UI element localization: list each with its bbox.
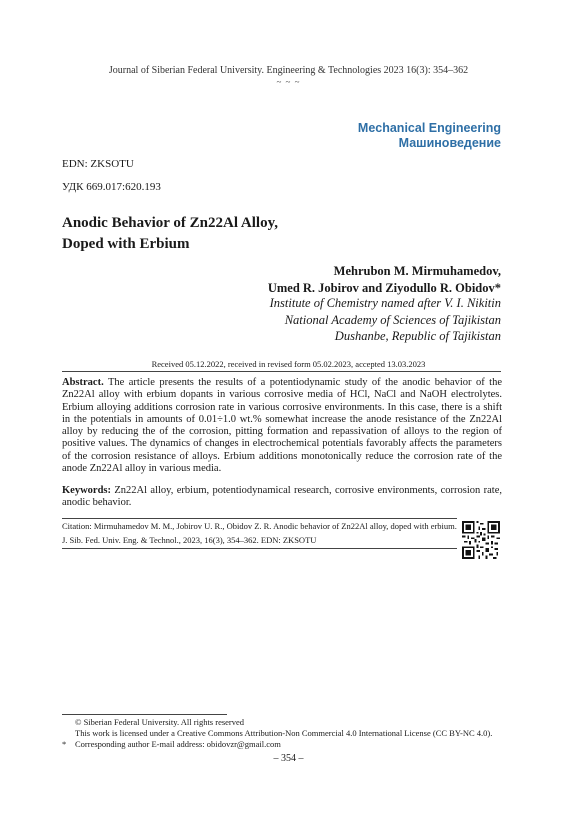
abstract-text: The article presents the results of a potentiodynamic study of the anodic behavior of the Zn22Al alloy with erbium dopants in various corrosive media of HCl, NaCl and NaOH electrolytes. Erbium alloying additions corrosion rate in various corrosive environments. In this case, there is a shift in the potentials in amounts of 0.01÷1.0 wt.% somewhat increase the anode resistance of the Zn22Al alloy by reducing the of the corrosion, pitting formation and repassivation of alloys to the region of positive values. The dynamics of changes in electrochemical potentials favorably affects the parameters of the corrosion resistance of alloys. Erbium additions monotonically reduce the corrosion rate of the anode Zn22Al alloy in various media.	[62, 377, 502, 475]
citation	[62, 520, 457, 547]
affiliation-line-2: National Academy of Sciences of Tajikistan	[284, 312, 501, 327]
udk-code: УДК 669.017:620.193	[62, 181, 161, 193]
article-title-line-2: Doped with Erbium	[62, 236, 190, 252]
keywords-label: Keywords:	[62, 485, 111, 496]
citation-line-1: Citation: Mirmuhamedov M. M., Jobirov U. R., Obidov Z. R. Anodic behavior of Zn22Al alloy, doped with erbium.	[62, 521, 457, 531]
abstract-label: Abstract.	[62, 377, 104, 388]
corresponding-author-note: Corresponding author E-mail address: obidovzr@gmail.com	[75, 739, 281, 749]
affiliation	[270, 295, 501, 345]
article-title-line-1: Anodic Behavior of Zn22Al Alloy,	[62, 215, 279, 231]
authors-line-2: Umed R. Jobirov and Ziyodullo R. Obidov*	[267, 280, 501, 295]
abstract	[62, 377, 502, 475]
section-title-ru: Машиноведение	[398, 136, 501, 150]
divider-citation-bottom	[62, 548, 457, 549]
header-ornament: ~ ~ ~	[276, 77, 301, 87]
article-title	[62, 213, 492, 255]
received-dates: Received 05.12.2022, received in revised form 05.02.2023, accepted 13.03.2023	[151, 359, 426, 369]
citation-line-2: J. Sib. Fed. Univ. Eng. & Technol., 2023, 16(3), 354–362. EDN: ZKSOTU	[62, 534, 317, 545]
keywords-text: Zn22Al alloy, erbium, potentiodynamical research, corrosive environments, corrosion rate, anodic behavior.	[62, 485, 503, 509]
edn-code: EDN: ZKSOTU	[62, 158, 134, 170]
journal-header: Journal of Siberian Federal University. Engineering & Technologies 2023 16(3): 354–362	[108, 65, 469, 76]
keywords	[62, 485, 502, 510]
license-note: This work is licensed under a Creative Commons Attribution-Non Commercial 4.0 International License (CC BY-NC 4.0).	[75, 728, 493, 738]
footnote-divider	[62, 714, 227, 715]
divider-citation-top	[62, 518, 457, 519]
divider-top	[62, 371, 501, 372]
footnote-asterisk: *	[62, 739, 67, 749]
authors-line-1: Mehrubon M. Mirmuhamedov,	[333, 264, 501, 278]
section-title-en: Mechanical Engineering	[357, 121, 501, 135]
page-number: – 354 –	[273, 753, 304, 764]
authors	[268, 263, 501, 296]
copyright-note: © Siberian Federal University. All rights reserved	[75, 717, 245, 727]
qr-code-icon[interactable]	[462, 521, 500, 559]
affiliation-line-1: Institute of Chemistry named after V. I. Nikitin	[269, 296, 501, 310]
affiliation-line-3: Dushanbe, Republic of Tajikistan	[334, 329, 501, 343]
